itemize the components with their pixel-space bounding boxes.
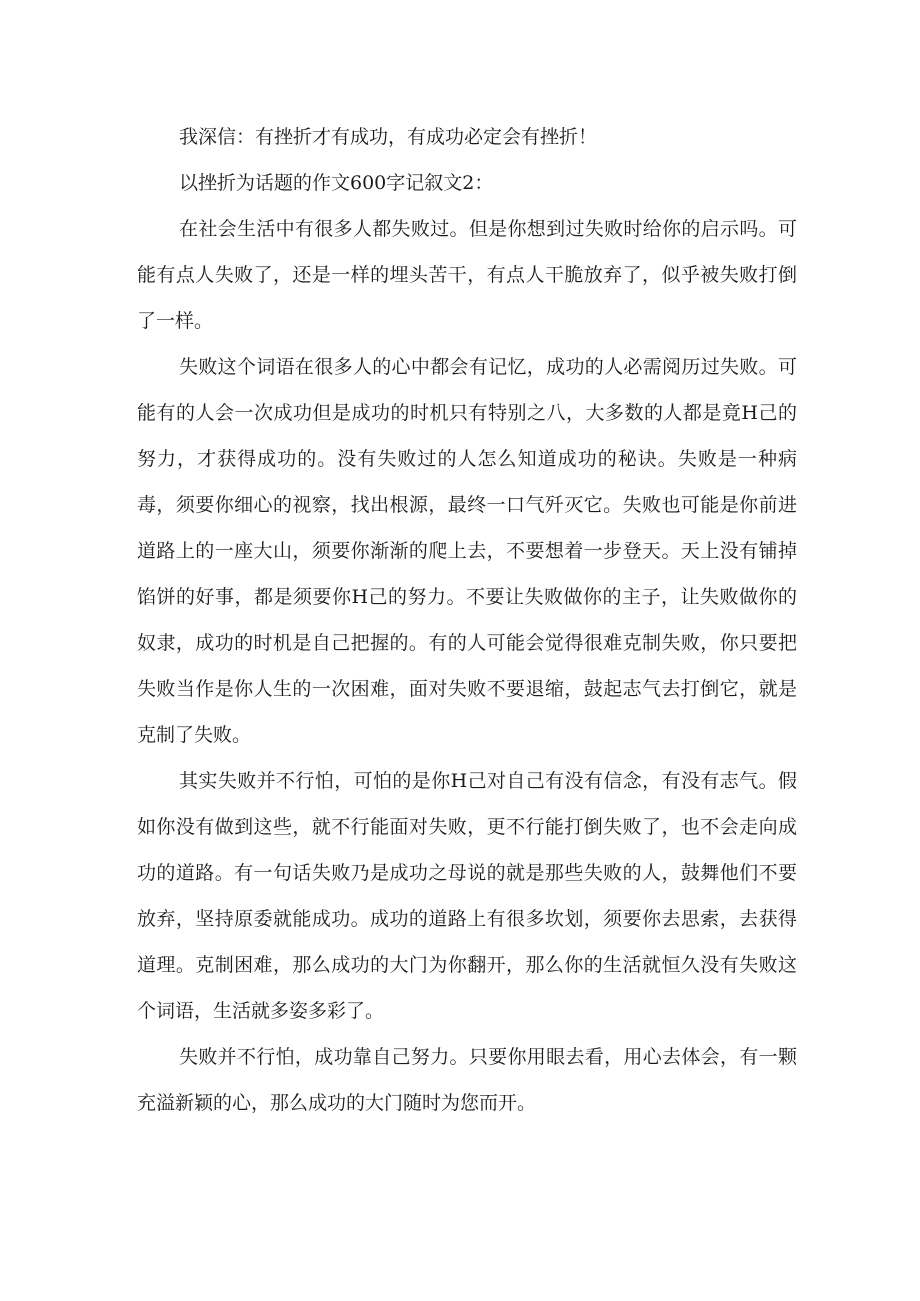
paragraph-conviction: 我深信：有挫折才有成功，有成功必定会有挫折！	[179, 126, 598, 148]
paragraph-not-afraid: 其实失败并不行怕，可怕的是你H己对自己有没有信念，有没有志气。假如你没有做到这些，就不行能面对失败，更不行能打倒失败了，也不会走向成功的道路。有一句话失败乃是成功之母说的就是那些失败的人，鼓舞他们不要放弃，坚持原委就能成功。成功的道路上有很多坎划，须要你去思索，去获得道理。克制困难，那么成功的大门为你翻开，那么你的生活就恒久没有失败这个词语，生活就多姿多彩了。	[137, 770, 797, 1022]
paragraph-conclusion: 失败并不行怕，成功靠自己努力。只要你用眼去看，用心去体会，有一颗充溢新颖的心，那么成功的大门随时为您而开。	[137, 1046, 797, 1114]
paragraph-failure-memory: 失败这个词语在很多人的心中都会有记忆，成功的人必需阅历过失败。可能有的人会一次成功但是成功的时机只有特别之八，大多数的人都是竟H己的努力，才获得成功的。没有失败过的人怎么知道成功的秘诀。失败是一种病毒，须要你细心的视察，找出根源，最终一口气歼灭它。失败也可能是你前进道路上的一座大山，须要你渐渐的爬上去，不要想着一步登天。天上没有铺掉馅饼的好事，都是须要你H己的努力。不要让失败做你的主子，让失败做你的奴隶，成功的时机是自己把握的。有的人可能会觉得很难克制失败，你只要把失败当作是你人生的一次困难，面对失败不要退缩，鼓起志气去打倒它，就是克制了失败。	[137, 356, 797, 746]
document-body	[137, 114, 797, 1126]
paragraph-intro: 在社会生活中有很多人都失败过。但是你想到过失败时给你的启示吗。可能有点人失败了，还是一样的埋头苦干，有点人干脆放弃了，似乎被失败打倒了一样。	[137, 218, 797, 332]
paragraph-essay-heading: 以挫折为话题的作文600字记叙文2：	[179, 172, 494, 194]
